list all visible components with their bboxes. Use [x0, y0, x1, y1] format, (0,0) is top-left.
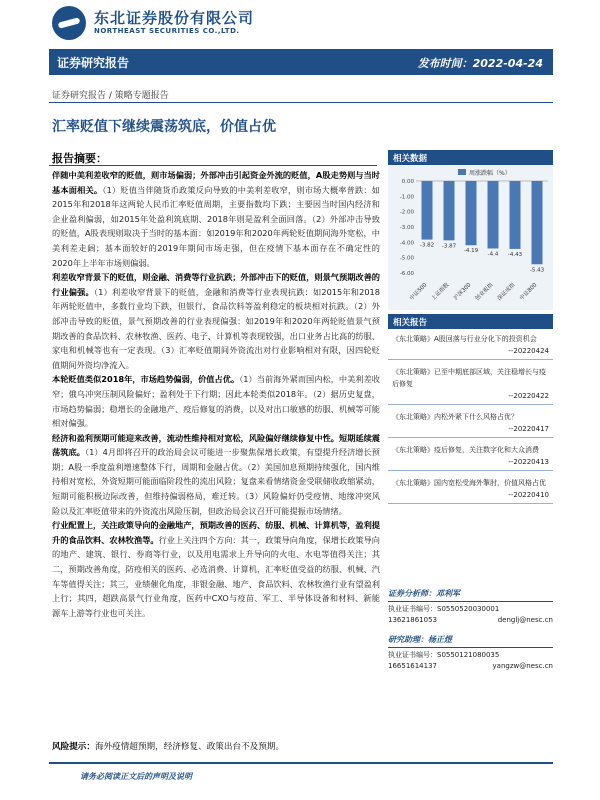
related-report-title[interactable]: 《东北策略》疫后修复，关注数字化和大众消费: [392, 446, 539, 454]
banner-publish-date: 发布时间：2022-04-24: [417, 57, 543, 70]
data-label: -5.43: [529, 267, 545, 274]
bar: [488, 181, 499, 248]
related-report-title[interactable]: 《东北策略》已至中期底部区域，关注稳增长与疫后修复: [392, 368, 546, 388]
abstract-paragraph: [52, 270, 380, 372]
analyst-name: 邓利军: [436, 589, 460, 598]
paragraph-lead: 利差收窄背景下的贬值，则金融、消费等行业抗跌；外部冲击下的贬值，则景气预期改善的行业偏强。: [52, 272, 380, 297]
abstract-body: [52, 168, 380, 620]
data-label: -4.19: [463, 248, 479, 255]
breadcrumb: 证券研究报告 / 策略专题报告: [52, 91, 169, 101]
analyst-email[interactable]: denglj@nesc.cn: [497, 616, 553, 624]
company-name-en: NORTHEAST SECURITIES CO.,LTD.: [94, 27, 240, 35]
analyst-label: 研究助理：: [388, 635, 428, 644]
x-tick-label: 中证500: [408, 282, 429, 302]
paragraph-lead: 行业配置上，关注政策导向的金融地产，预期改善的医药、纺服、机械、计算机等，盈利提升的食品饮料、农林牧渔等。: [52, 520, 380, 545]
divider: [388, 503, 553, 504]
divider: [388, 601, 553, 602]
paragraph-text: （1）利差收窄背景下的贬值，金融和消费等行业表现抗跌：如2015年和2018年两轮贬值中，多数行业均下跌，但银行、食品饮料等盈利稳定的板块相对抗跌。（2）外部冲击导致的贬值，景气预期改善的行业表现偏强：如2019年和2020年两轮贬值景气预期改善的食品饮料、农林牧渔、医药、电子、计算机等表现较强，出口业务占比高的纺服、家电和机械等也有一定表现。（3）汇率贬值期间外资流出对行业影响相对有限，因四轮贬值期间外资均净流入。: [52, 286, 380, 370]
x-tick-label: 创业板指: [474, 282, 495, 302]
index-change-chart: [388, 165, 553, 310]
abstract-paragraph: [52, 431, 380, 519]
abstract-heading: 报告摘要：: [52, 152, 107, 165]
y-tick-label: 0.00: [401, 179, 414, 185]
paragraph-lead: 经济和盈利预期可能迎来改善，流动性维持相对宽松，风险偏好继续修复中性。短期延续震荡筑底。: [52, 432, 380, 458]
paragraph-text: （1）贬值当伴随货币政策反向导致的中美利差收窄，则市场大概率普跌：如2015年和2018年这两轮人民币汇率贬值周期，主要指数均下跌；主要因当时国内经济和企业盈利偏弱，如2015年处盈利筑底期、2018年则是盈利全面回落。（2）外部冲击导致的贬值，A股表现则取决于当时的基本面：如2019年和2020年两轮贬值期间海外宽松，中美利差走阔；基本面较好的2019年期间市场走强，但在疫情下基本面存在不确定性的2020年上半年市场则偏弱。: [52, 184, 380, 268]
analyst-phone: 16651614137: [388, 662, 437, 670]
footer-divider: [49, 762, 553, 764]
related-reports-list: [388, 329, 553, 504]
footer-disclaimer: 请务必阅读正文后的声明及说明: [80, 772, 192, 781]
y-tick-label: -6.00: [399, 271, 414, 277]
legend-label: 周涨跌幅（%）: [469, 170, 511, 177]
related-report-item[interactable]: [388, 473, 553, 504]
related-report-date: --20220424: [508, 347, 549, 355]
analyst-name: 杨正煜: [428, 635, 452, 644]
related-report-item[interactable]: [388, 329, 553, 360]
bar: [466, 181, 477, 245]
analyst-cert: 执业证书编号：S0550121080035: [388, 651, 500, 659]
company-logo-icon: [52, 6, 86, 40]
y-tick-label: -1.00: [399, 194, 414, 201]
paragraph-text: （1）4月即将召开的政治局会议可能进一步聚焦保增长政策，有望提升经济增长预期；A股一季度盈利增速整体下行，周期和金融占优。（2）美国加息预期持续强化，国内维持相对宽松，外资短期可能面临阶段性的流出风险；复盘来看情绪资金受联储收政缩紧动，短期可能积极边际改善，但维持偏弱格局，难迁转。（3）风险偏好仍受疫情、地缘冲突风险以及汇率贬值带来的外资流出风险压制，但政治局会议召开可能提振市场情绪。: [52, 447, 380, 516]
analyst-label: 证券分析师：: [388, 589, 436, 598]
related-report-item[interactable]: [388, 362, 553, 405]
data-label: -3.82: [419, 242, 435, 249]
x-tick-label: 沪深300: [452, 282, 473, 302]
divider: [388, 404, 553, 405]
paragraph-text: 行业上关注四个方向：其一，政策导向角度，保增长政策导向的地产、建筑、银行、券商等行业，以及用电需求上升导向的火电、水电等值得关注；其二，预期改善角度，防疫相关的医药、必选消费、计算机，汇率贬值受益的纺服、机械、汽车等值得关注；其三，业绩催化角度，非银金融、地产、食品饮料、农林牧渔行业有望盈利上行；其四，超跌高景气行业角度，医药中CXO与疫苗、军工、半导体设备和材料、新能源车上游等行业也可关注。: [52, 534, 380, 618]
risk-warning: [52, 740, 284, 752]
paragraph-text: （1）当前海外紧而国内松，中美利差收窄；俄乌冲突压制风险偏好；盈利处于下行期；因此本轮类似2018年。（2）据历史复盘，市场趋势偏弱；稳增长的金融地产、疫后修复的消费，以及对出口敏感的纺服、机械等可能相对偏强。: [52, 374, 380, 429]
analyst-phone: 13621861053: [388, 616, 437, 624]
analyst-name-line: [388, 588, 553, 600]
data-label: -4.4: [487, 251, 499, 258]
related-report-date: --20220417: [508, 425, 549, 433]
related-report-date: --20220413: [508, 458, 549, 466]
related-report-title[interactable]: 《东北策略》内松外紧下什么风格占优？: [392, 413, 518, 421]
bar: [510, 181, 521, 249]
legend-swatch: [458, 169, 466, 175]
report-banner: [49, 49, 553, 75]
related-report-item[interactable]: [388, 407, 553, 438]
bar-chart: [388, 165, 553, 310]
report-title: 汇率贬值下继续震荡筑底，价值占优: [52, 119, 276, 135]
related-report-item[interactable]: [388, 440, 553, 471]
page-header: [0, 0, 600, 46]
analyst-contact: [388, 615, 553, 626]
bar: [422, 181, 433, 240]
y-tick-label: -2.00: [399, 209, 414, 216]
data-label: -3.87: [441, 243, 457, 250]
related-report-date: --20220422: [508, 392, 549, 400]
related-report-date: --20220410: [508, 491, 549, 499]
banner-report-type: 证券研究报告: [57, 56, 130, 70]
related-report-title[interactable]: 《东北策略》国内宽松受海外掣肘，价值风格占优: [392, 479, 546, 487]
paragraph-lead: 本轮贬值类似2018年，市场趋势偏弱，价值占优。: [52, 374, 240, 385]
paragraph-lead: 伴随中美利差收窄的贬值，则市场偏弱；外部冲击引起资金外流的贬值，A股走势则与当时基本面相关。: [52, 170, 380, 195]
abstract-paragraph: [52, 518, 380, 620]
y-tick-label: -4.00: [399, 240, 414, 247]
bar: [532, 181, 543, 264]
x-tick-label: 上证指数: [430, 282, 451, 302]
divider: [388, 359, 553, 360]
risk-label: 风险提示：: [52, 742, 95, 752]
risk-text: 海外疫情超预期，经济修复、政策出台不及预期。: [94, 742, 285, 752]
analyst-block: [388, 588, 553, 672]
y-tick-label: -5.00: [399, 255, 414, 262]
data-label: -4.43: [507, 251, 523, 258]
related-data-heading: 相关数据: [388, 150, 553, 165]
divider: [388, 647, 553, 648]
company-name-cn: 东北证券股份有限公司: [94, 9, 255, 27]
divider: [388, 470, 553, 471]
bar: [444, 181, 455, 240]
divider: [388, 437, 553, 438]
y-tick-label: -3.00: [399, 225, 414, 231]
abstract-paragraph: [52, 372, 380, 430]
x-tick-label: 深证成指: [496, 282, 517, 302]
analyst-cert: 执业证书编号：S0550520030001: [388, 605, 500, 613]
related-report-title[interactable]: 《东北策略》A股回落与行业分化下的投资机会: [392, 335, 537, 343]
related-reports-heading: 相关报告: [388, 314, 553, 329]
analyst-email[interactable]: yangzw@nesc.cn: [492, 662, 553, 670]
sidebar: [388, 150, 553, 506]
x-tick-label: 中证800: [518, 282, 539, 302]
divider: [49, 102, 553, 103]
divider: [49, 165, 377, 166]
analyst-name-line: [388, 634, 553, 646]
abstract-paragraph: [52, 168, 380, 270]
analyst-contact: [388, 661, 553, 672]
